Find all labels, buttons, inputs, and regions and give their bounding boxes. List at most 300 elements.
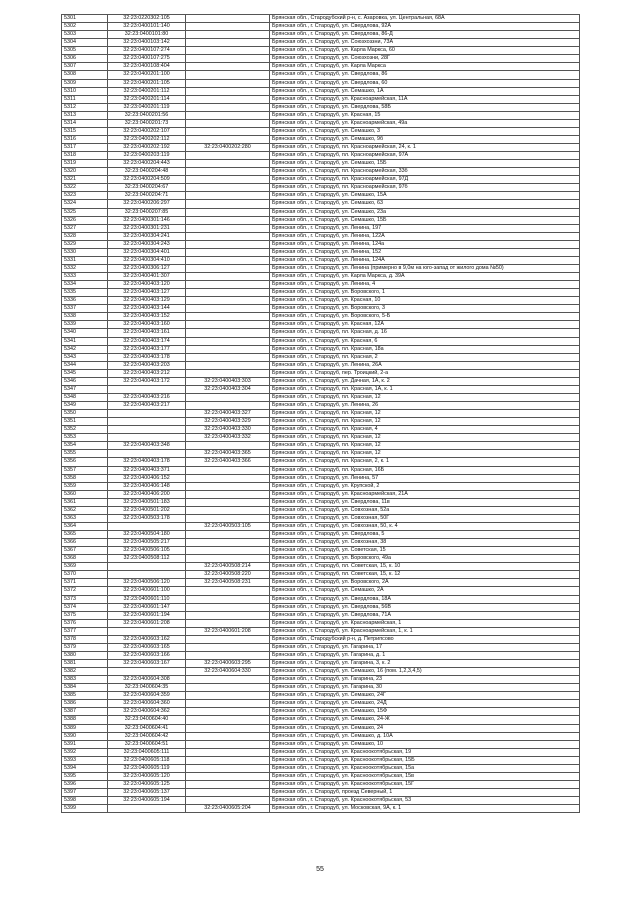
row-number-cell: 5344 [62, 361, 108, 369]
second-cadastral-number-cell [186, 273, 270, 281]
second-cadastral-number-cell [186, 55, 270, 63]
address-cell: Брянская обл., г. Стародуб, ул. Воровского, 5-Б [270, 313, 580, 321]
table-row [62, 385, 580, 393]
row-number-cell: 5327 [62, 224, 108, 232]
second-cadastral-number-cell [186, 152, 270, 160]
second-cadastral-number-cell: 32:23:0400403:332 [186, 434, 270, 442]
second-cadastral-number-cell [186, 23, 270, 31]
second-cadastral-number-cell [186, 402, 270, 410]
second-cadastral-number-cell: 32:23:0400604:330 [186, 668, 270, 676]
table-row [62, 547, 580, 555]
table-row [62, 23, 580, 31]
row-number-cell: 5373 [62, 595, 108, 603]
second-cadastral-number-cell [186, 176, 270, 184]
table-row [62, 724, 580, 732]
table-row [62, 563, 580, 571]
cadastral-number-cell: 32:23:0400201:112 [108, 87, 186, 95]
cadastral-number-cell: 32:23:0400403:120 [108, 281, 186, 289]
cadastral-number-cell: 32:23:0400201:73 [108, 119, 186, 127]
table-row [62, 313, 580, 321]
row-number-cell: 5399 [62, 805, 108, 813]
cadastral-number-cell: 32:23:0400604:51 [108, 740, 186, 748]
address-cell: Брянская обл., г. Стародуб, ул. Красноармейская, 1, к. 1 [270, 627, 580, 635]
second-cadastral-number-cell [186, 474, 270, 482]
address-cell: Брянская обл., г. Стародуб, ул. Семашко, 15Б [270, 216, 580, 224]
address-cell: Брянская обл., г. Стародуб, ул. Московская, 9А, к. 1 [270, 805, 580, 813]
table-row [62, 531, 580, 539]
table-row [62, 192, 580, 200]
cadastral-number-cell: 32:23:0400304:401 [108, 248, 186, 256]
second-cadastral-number-cell [186, 708, 270, 716]
second-cadastral-number-cell [186, 200, 270, 208]
row-number-cell: 5319 [62, 160, 108, 168]
row-number-cell: 5307 [62, 63, 108, 71]
row-number-cell: 5309 [62, 79, 108, 87]
row-number-cell: 5392 [62, 748, 108, 756]
row-number-cell: 5364 [62, 522, 108, 530]
row-number-cell: 5328 [62, 232, 108, 240]
table-row [62, 595, 580, 603]
cadastral-number-cell: 32:23:0400406:152 [108, 474, 186, 482]
cadastral-number-cell [108, 450, 186, 458]
second-cadastral-number-cell [186, 393, 270, 401]
address-cell: Брянская обл., г. Стародуб, ул. Карла Маркса [270, 63, 580, 71]
row-number-cell: 5394 [62, 764, 108, 772]
second-cadastral-number-cell [186, 539, 270, 547]
cadastral-number-cell: 32:23:0400505:217 [108, 539, 186, 547]
row-number-cell: 5369 [62, 563, 108, 571]
cadastral-number-cell: 32:23:0400202:112 [108, 135, 186, 143]
address-cell: Брянская обл., г. Стародуб, ул. Семашко, 15Б [270, 160, 580, 168]
table-row [62, 119, 580, 127]
cadastral-number-cell: 32:23:0400202:192 [108, 144, 186, 152]
second-cadastral-number-cell [186, 700, 270, 708]
address-cell: Брянская обл., г. Стародуб, ул. Красная, 6 [270, 337, 580, 345]
address-cell: Брянская обл., г. Стародуб, ул. Семашко, 23а [270, 208, 580, 216]
cadastral-number-cell: 32:23:0400101:80 [108, 31, 186, 39]
table-row [62, 87, 580, 95]
cadastral-number-cell: 32:23:0400601:208 [108, 619, 186, 627]
cadastral-number-cell: 32:23:0400403:348 [108, 442, 186, 450]
second-cadastral-number-cell [186, 240, 270, 248]
second-cadastral-number-cell [186, 490, 270, 498]
cadastral-number-cell: 32:23:0400605:194 [108, 797, 186, 805]
address-cell: Брянская обл., г. Стародуб, ул. Гагарина, 30 [270, 684, 580, 692]
address-cell: Брянская обл., г. Стародуб, ул. Красноармейская, 49а [270, 119, 580, 127]
cadastral-number-cell: 32:23:0400201:114 [108, 95, 186, 103]
address-cell: Брянская обл., г. Стародуб, пл. Красная, 12 [270, 418, 580, 426]
address-cell: Брянская обл., г. Стародуб, ул. Ленина, 26 [270, 402, 580, 410]
row-number-cell: 5321 [62, 176, 108, 184]
address-cell: Брянская обл., г. Стародуб, ул. Семашко, 16 (пом. 1,2,3,4,5) [270, 668, 580, 676]
address-cell: Брянская обл., г. Стародуб, ул. Гагарина, д. 1 [270, 651, 580, 659]
second-cadastral-number-cell [186, 740, 270, 748]
address-cell: Брянская обл., г. Стародуб, ул. Ленина, 124а [270, 240, 580, 248]
cadastral-number-cell [108, 627, 186, 635]
cadastral-number-cell: 32:23:0400403:178 [108, 458, 186, 466]
table-row [62, 264, 580, 272]
cadastral-number-cell: 32:23:0400406:148 [108, 482, 186, 490]
table-row [62, 184, 580, 192]
row-number-cell: 5348 [62, 393, 108, 401]
second-cadastral-number-cell [186, 797, 270, 805]
table-row [62, 289, 580, 297]
row-number-cell: 5305 [62, 47, 108, 55]
second-cadastral-number-cell [186, 281, 270, 289]
table-row [62, 442, 580, 450]
cadastral-number-cell: 32:23:0400403:129 [108, 297, 186, 305]
row-number-cell: 5375 [62, 611, 108, 619]
address-cell: Брянская обл., г. Стародуб, ул. Ленина, 57 [270, 474, 580, 482]
address-cell: Брянская обл., г. Стародуб, ул. Союзхоззни, 73А [270, 39, 580, 47]
second-cadastral-number-cell: 32:23:0400605:204 [186, 805, 270, 813]
second-cadastral-number-cell [186, 208, 270, 216]
second-cadastral-number-cell [186, 127, 270, 135]
cadastral-number-cell: 32:23:0400304:243 [108, 240, 186, 248]
address-cell: Брянская обл., г. Стародуб, ул. Красноокотябрьская, 19 [270, 748, 580, 756]
address-cell: Брянская обл., г. Стародуб, ул. Советская, 15 [270, 547, 580, 555]
address-cell: Брянская обл., г. Стародуб, пл. Красная, 4 [270, 426, 580, 434]
second-cadastral-number-cell [186, 119, 270, 127]
cadastral-number-cell [108, 571, 186, 579]
second-cadastral-number-cell [186, 555, 270, 563]
row-number-cell: 5362 [62, 506, 108, 514]
second-cadastral-number-cell [186, 337, 270, 345]
row-number-cell: 5352 [62, 426, 108, 434]
table-row [62, 571, 580, 579]
row-number-cell: 5357 [62, 466, 108, 474]
row-number-cell: 5361 [62, 498, 108, 506]
table-row [62, 111, 580, 119]
address-cell: Брянская обл., г. Стародуб, пл. Красная, 18а [270, 345, 580, 353]
second-cadastral-number-cell [186, 716, 270, 724]
second-cadastral-number-cell [186, 369, 270, 377]
second-cadastral-number-cell [186, 684, 270, 692]
table-row [62, 71, 580, 79]
table-row [62, 716, 580, 724]
row-number-cell: 5382 [62, 668, 108, 676]
address-cell: Брянская обл., г. Стародуб, пл. Красная, 12 [270, 434, 580, 442]
row-number-cell: 5355 [62, 450, 108, 458]
address-cell: Брянская обл., г. Стародуб, пл. Советская, 15, к. 10 [270, 563, 580, 571]
row-number-cell: 5318 [62, 152, 108, 160]
second-cadastral-number-cell [186, 248, 270, 256]
row-number-cell: 5316 [62, 135, 108, 143]
cadastral-number-cell [108, 668, 186, 676]
table-row [62, 176, 580, 184]
second-cadastral-number-cell [186, 63, 270, 71]
cadastral-number-cell: 32:23:0400201:105 [108, 79, 186, 87]
cadastral-number-cell [108, 522, 186, 530]
address-cell: Брянская обл., г. Стародуб, ул. Красноармейская, 21А [270, 490, 580, 498]
table-row [62, 668, 580, 676]
address-cell: Брянская обл., г. Стародуб, ул. Красноармейская, 11А [270, 95, 580, 103]
second-cadastral-number-cell [186, 442, 270, 450]
row-number-cell: 5317 [62, 144, 108, 152]
table-row [62, 224, 580, 232]
cadastral-number-cell: 32:23:0400503:178 [108, 514, 186, 522]
address-cell: Брянская обл., г. Стародуб, пл. Красноармейская, 33б [270, 168, 580, 176]
second-cadastral-number-cell [186, 103, 270, 111]
table-row [62, 692, 580, 700]
cadastral-number-cell: 32:23:0400604:41 [108, 724, 186, 732]
second-cadastral-number-cell: 32:23:0400202:280 [186, 144, 270, 152]
second-cadastral-number-cell [186, 39, 270, 47]
cadastral-number-cell: 32:23:0400403:160 [108, 321, 186, 329]
second-cadastral-number-cell [186, 748, 270, 756]
second-cadastral-number-cell [186, 160, 270, 168]
row-number-cell: 5312 [62, 103, 108, 111]
address-cell: Брянская обл., г. Стародуб, пл. Красная, 12 [270, 442, 580, 450]
second-cadastral-number-cell: 32:23:0400403:366 [186, 458, 270, 466]
cadastral-number-cell: 32:23:0400201:100 [108, 71, 186, 79]
row-number-cell: 5386 [62, 700, 108, 708]
cadastral-number-cell: 32:23:0400107:275 [108, 55, 186, 63]
cadastral-number-cell [108, 418, 186, 426]
cadastral-number-cell [108, 426, 186, 434]
row-number-cell: 5322 [62, 184, 108, 192]
address-cell: Брянская обл., г. Стародуб, пл. Красная, 16Б [270, 466, 580, 474]
address-cell: Брянская обл., г. Стародуб, ул. Свердлова, 92А [270, 23, 580, 31]
address-cell: Брянская обл., г. Стародуб, пл. Красноармейская, 97Д [270, 176, 580, 184]
row-number-cell: 5350 [62, 410, 108, 418]
second-cadastral-number-cell: 32:23:0400603:295 [186, 660, 270, 668]
second-cadastral-number-cell [186, 232, 270, 240]
table-row [62, 402, 580, 410]
second-cadastral-number-cell [186, 780, 270, 788]
table-row [62, 321, 580, 329]
second-cadastral-number-cell [186, 192, 270, 200]
address-cell: Брянская обл., г. Стародуб, ул. Ленина, 26А [270, 361, 580, 369]
second-cadastral-number-cell: 32:23:0400403:329 [186, 418, 270, 426]
row-number-cell: 5377 [62, 627, 108, 635]
row-number-cell: 5385 [62, 692, 108, 700]
address-cell: Брянская обл., г. Стародуб, ул. Семашко, 10 [270, 740, 580, 748]
table-row [62, 635, 580, 643]
cadastral-number-cell: 32:23:0400506:120 [108, 579, 186, 587]
cadastral-number-cell: 32:23:0400403:371 [108, 466, 186, 474]
address-cell: Брянская обл., г. Стародуб, ул. Красноармейская, 1 [270, 619, 580, 627]
table-row [62, 490, 580, 498]
address-cell: Брянская обл., г. Стародуб, ул. Свердлова, 18А [270, 595, 580, 603]
cadastral-number-cell: 32:23:0400403:174 [108, 337, 186, 345]
second-cadastral-number-cell [186, 224, 270, 232]
table-row [62, 31, 580, 39]
second-cadastral-number-cell [186, 724, 270, 732]
table-row [62, 748, 580, 756]
cadastral-number-cell: 32:23:0400604:362 [108, 708, 186, 716]
cadastral-number-cell: 32:23:0400403:172 [108, 377, 186, 385]
row-number-cell: 5320 [62, 168, 108, 176]
address-cell: Брянская обл., г. Стародуб, ул. Свердлова, 71А [270, 611, 580, 619]
cadastral-number-cell: 32:23:0400403:212 [108, 369, 186, 377]
cadastral-number-cell: 32:23:0400604:40 [108, 716, 186, 724]
table-row [62, 160, 580, 168]
second-cadastral-number-cell: 32:23:0400403:330 [186, 426, 270, 434]
row-number-cell: 5302 [62, 23, 108, 31]
address-cell: Брянская обл., г. Стародуб, ул. Семашко, 24Д [270, 700, 580, 708]
cadastral-number-cell: 32:23:0400103:142 [108, 39, 186, 47]
cadastral-number-cell: 32:23:0400201:56 [108, 111, 186, 119]
table-row [62, 506, 580, 514]
address-cell: Брянская обл., г. Стародуб, ул. Гагарина, 17 [270, 643, 580, 651]
cadastral-number-cell: 32:23:0400605:119 [108, 764, 186, 772]
address-cell: Брянская обл., г. Стародуб, пл. Советская, 15, к. 12 [270, 571, 580, 579]
row-number-cell: 5326 [62, 216, 108, 224]
cadastral-number-cell: 32:23:0400204:71 [108, 192, 186, 200]
cadastral-number-cell: 32:23:0400306:127 [108, 264, 186, 272]
cadastral-number-cell: 32:23:0400508:112 [108, 555, 186, 563]
table-row [62, 329, 580, 337]
address-cell: Брянская обл., Стародубский р-н, д. Петрипсово [270, 635, 580, 643]
second-cadastral-number-cell [186, 31, 270, 39]
table-row [62, 305, 580, 313]
second-cadastral-number-cell: 32:23:0400403:303 [186, 377, 270, 385]
address-cell: Брянская обл., г. Стародуб, ул. Ленина, 197 [270, 224, 580, 232]
table-row [62, 345, 580, 353]
table-row [62, 732, 580, 740]
cadastral-number-cell: 32:23:0400601:100 [108, 587, 186, 595]
second-cadastral-number-cell [186, 651, 270, 659]
row-number-cell: 5376 [62, 619, 108, 627]
row-number-cell: 5393 [62, 756, 108, 764]
cadastral-number-cell: 32:23:0400403:127 [108, 289, 186, 297]
row-number-cell: 5363 [62, 514, 108, 522]
address-cell: Брянская обл., г. Стародуб, ул. Семашко, 24 [270, 724, 580, 732]
row-number-cell: 5359 [62, 482, 108, 490]
table-row [62, 458, 580, 466]
table-row [62, 627, 580, 635]
second-cadastral-number-cell [186, 264, 270, 272]
table-row [62, 619, 580, 627]
row-number-cell: 5315 [62, 127, 108, 135]
second-cadastral-number-cell [186, 321, 270, 329]
table-row [62, 248, 580, 256]
row-number-cell: 5311 [62, 95, 108, 103]
address-cell: Брянская обл., г. Стародуб, ул. Союзхозни, 28Г [270, 55, 580, 63]
cadastral-number-cell: 32:23:0400601:194 [108, 611, 186, 619]
table-row [62, 482, 580, 490]
table-row [62, 55, 580, 63]
cadastral-number-cell [108, 805, 186, 813]
table-row [62, 232, 580, 240]
row-number-cell: 5367 [62, 547, 108, 555]
second-cadastral-number-cell [186, 216, 270, 224]
second-cadastral-number-cell [186, 47, 270, 55]
table-row [62, 539, 580, 547]
address-cell: Брянская обл., г. Стародуб, ул. Совхозная, 38 [270, 539, 580, 547]
cadastral-number-cell: 32:23:0400403:216 [108, 393, 186, 401]
cadastral-number-cell [108, 434, 186, 442]
cadastral-number-cell: 32:23:0400506:105 [108, 547, 186, 555]
address-cell: Брянская обл., г. Стародуб, пл. Красная, д. 16 [270, 329, 580, 337]
address-cell: Брянская обл., г. Стародуб, ул. Семашко, 24-Ж [270, 716, 580, 724]
cadastral-number-cell: 32:23:0400403:177 [108, 345, 186, 353]
page-number: 55 [316, 866, 324, 873]
second-cadastral-number-cell: 32:23:0400601:208 [186, 627, 270, 635]
table-row [62, 579, 580, 587]
table-row [62, 281, 580, 289]
table-row [62, 611, 580, 619]
row-number-cell: 5339 [62, 321, 108, 329]
second-cadastral-number-cell [186, 514, 270, 522]
second-cadastral-number-cell [186, 531, 270, 539]
table-row [62, 603, 580, 611]
second-cadastral-number-cell [186, 135, 270, 143]
address-cell: Брянская обл., г. Стародуб, ул. Гагарина, 3, к. 2 [270, 660, 580, 668]
table-row [62, 79, 580, 87]
second-cadastral-number-cell: 32:23:0400503:105 [186, 522, 270, 530]
table-row [62, 434, 580, 442]
address-cell: Брянская обл., г. Стародуб, ул. Семашко, 15Ф [270, 708, 580, 716]
second-cadastral-number-cell [186, 789, 270, 797]
table-row [62, 240, 580, 248]
second-cadastral-number-cell [186, 772, 270, 780]
second-cadastral-number-cell [186, 95, 270, 103]
cadastral-number-cell: 32:23:0400204:67 [108, 184, 186, 192]
table-row [62, 474, 580, 482]
cadastral-number-cell: 32:23:0400108:404 [108, 63, 186, 71]
table-row [62, 780, 580, 788]
second-cadastral-number-cell [186, 329, 270, 337]
second-cadastral-number-cell [186, 643, 270, 651]
cadastral-number-cell: 32:23:0400403:144 [108, 305, 186, 313]
table-row [62, 643, 580, 651]
row-number-cell: 5330 [62, 248, 108, 256]
cadastral-number-cell: 32:23:0400204:509 [108, 176, 186, 184]
table-row [62, 200, 580, 208]
row-number-cell: 5378 [62, 635, 108, 643]
table-row [62, 297, 580, 305]
address-cell: Брянская обл., г. Стародуб, пл. Красноармейская, 97б [270, 184, 580, 192]
row-number-cell: 5325 [62, 208, 108, 216]
address-cell: Брянская обл., г. Стародуб, ул. Свердлова, 11в [270, 498, 580, 506]
second-cadastral-number-cell [186, 692, 270, 700]
second-cadastral-number-cell [186, 297, 270, 305]
row-number-cell: 5368 [62, 555, 108, 563]
row-number-cell: 5379 [62, 643, 108, 651]
row-number-cell: 5329 [62, 240, 108, 248]
cadastral-number-cell: 32:23:0400403:161 [108, 329, 186, 337]
cadastral-number-cell: 32:23:0400604:359 [108, 692, 186, 700]
address-cell: Брянская обл., г. Стародуб, пл. Красноармейская, 97А [270, 152, 580, 160]
row-number-cell: 5304 [62, 39, 108, 47]
table-row [62, 756, 580, 764]
table-row [62, 740, 580, 748]
table-row [62, 418, 580, 426]
second-cadastral-number-cell [186, 595, 270, 603]
address-cell: Брянская обл., Стародубский р-н, с. Азаровка, ул. Центральная, 68А [270, 15, 580, 23]
cadastral-number-cell: 32:23:0400107:274 [108, 47, 186, 55]
second-cadastral-number-cell [186, 15, 270, 23]
address-cell: Брянская обл., г. Стародуб, ул. Совхозная, 50, к. 4 [270, 522, 580, 530]
cadastral-number-cell: 32:23:0400304:241 [108, 232, 186, 240]
second-cadastral-number-cell [186, 482, 270, 490]
second-cadastral-number-cell [186, 71, 270, 79]
row-number-cell: 5366 [62, 539, 108, 547]
address-cell: Брянская обл., г. Стародуб, ул. Свердлова, 5 [270, 531, 580, 539]
address-cell: Брянская обл., г. Стародуб, ул. Крупской, 2 [270, 482, 580, 490]
address-cell: Брянская обл., г. Стародуб, проезд Северный, 1 [270, 789, 580, 797]
cadastral-number-cell [108, 563, 186, 571]
cadastral-number-cell: 32:23:0400501:183 [108, 498, 186, 506]
second-cadastral-number-cell [186, 361, 270, 369]
cadastral-number-cell: 32:23:0400403:217 [108, 402, 186, 410]
second-cadastral-number-cell [186, 87, 270, 95]
second-cadastral-number-cell [186, 466, 270, 474]
address-cell: Брянская обл., г. Стародуб, ул. Семашко, 3 [270, 127, 580, 135]
table-row [62, 789, 580, 797]
